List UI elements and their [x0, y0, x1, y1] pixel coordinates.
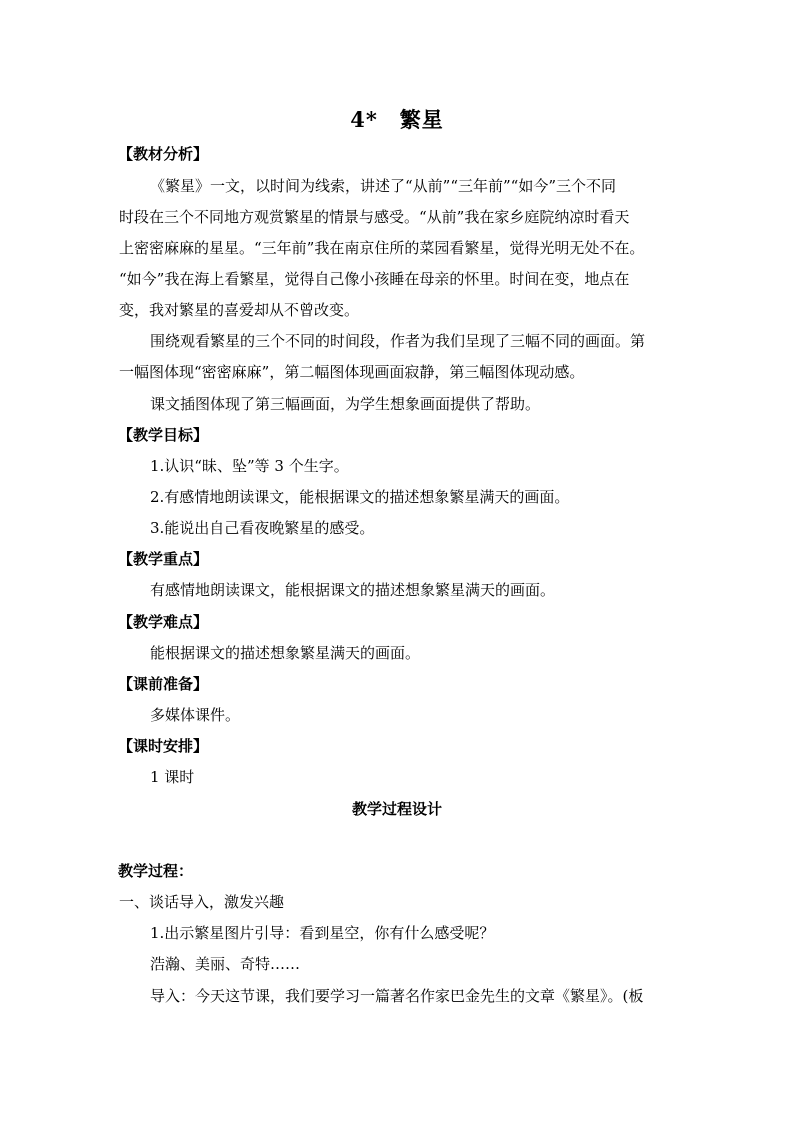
analysis-line: 《繁星》一文，以时间为线索，讲述了“从前”“三年前”“如今”三个不同	[150, 177, 617, 195]
design-heading: 教学过程设计	[351, 800, 442, 818]
goal-item: 1.认识“昧、坠”等 3 个生字。	[150, 457, 349, 475]
step1-line: 1.出示繁星图片引导：看到星空，你有什么感受呢？	[150, 924, 495, 942]
difficulty-text: 能根据课文的描述想象繁星满天的画面。	[150, 644, 421, 662]
analysis-line: 变，我对繁星的喜爱却从不曾改变。	[119, 301, 360, 319]
process-heading: 教学过程：	[118, 862, 194, 880]
schedule-heading: 【课时安排】	[118, 737, 209, 755]
goals-heading: 【教学目标】	[118, 426, 209, 444]
analysis-line: 上密密麻麻的星星。“三年前”我在南京住所的菜园看繁星，觉得光明无处不在。	[119, 239, 645, 257]
analysis-line: 时段在三个不同地方观赏繁星的情景与感受。“从前”我在家乡庭院纳凉时看天	[119, 208, 630, 226]
analysis-line: “如今”我在海上看繁星，觉得自己像小孩睡在母亲的怀里。时间在变，地点在	[119, 270, 630, 288]
step1-heading: 一、谈话导入，激发兴趣	[119, 893, 285, 911]
schedule-text: 1 课时	[150, 768, 195, 786]
analysis-heading: 【教材分析】	[118, 145, 209, 163]
goal-item: 3.能说出自己看夜晚繁星的感受。	[150, 519, 375, 537]
analysis-line: 一幅图体现“密密麻麻”，第二幅图体现画面寂静，第三幅图体现动感。	[119, 363, 585, 381]
analysis-line: 课文插图体现了第三幅画面，为学生想象画面提供了帮助。	[150, 395, 541, 413]
prep-text: 多媒体课件。	[150, 706, 241, 724]
step1-line: 浩瀚、美丽、奇特……	[150, 955, 301, 973]
key-heading: 【教学重点】	[118, 550, 209, 568]
analysis-line: 围绕观看繁星的三个不同的时间段，作者为我们呈现了三幅不同的画面。第	[150, 332, 646, 350]
page-title: 4* 繁星	[350, 107, 444, 132]
difficulty-heading: 【教学难点】	[118, 613, 209, 631]
key-text: 有感情地朗读课文，能根据课文的描述想象繁星满天的画面。	[150, 581, 556, 599]
step1-line: 导入：今天这节课，我们要学习一篇著名作家巴金先生的文章《繁星》。(板	[150, 987, 644, 1005]
goal-item: 2.有感情地朗读课文，能根据课文的描述想象繁星满天的画面。	[150, 488, 570, 506]
prep-heading: 【课前准备】	[118, 675, 209, 693]
